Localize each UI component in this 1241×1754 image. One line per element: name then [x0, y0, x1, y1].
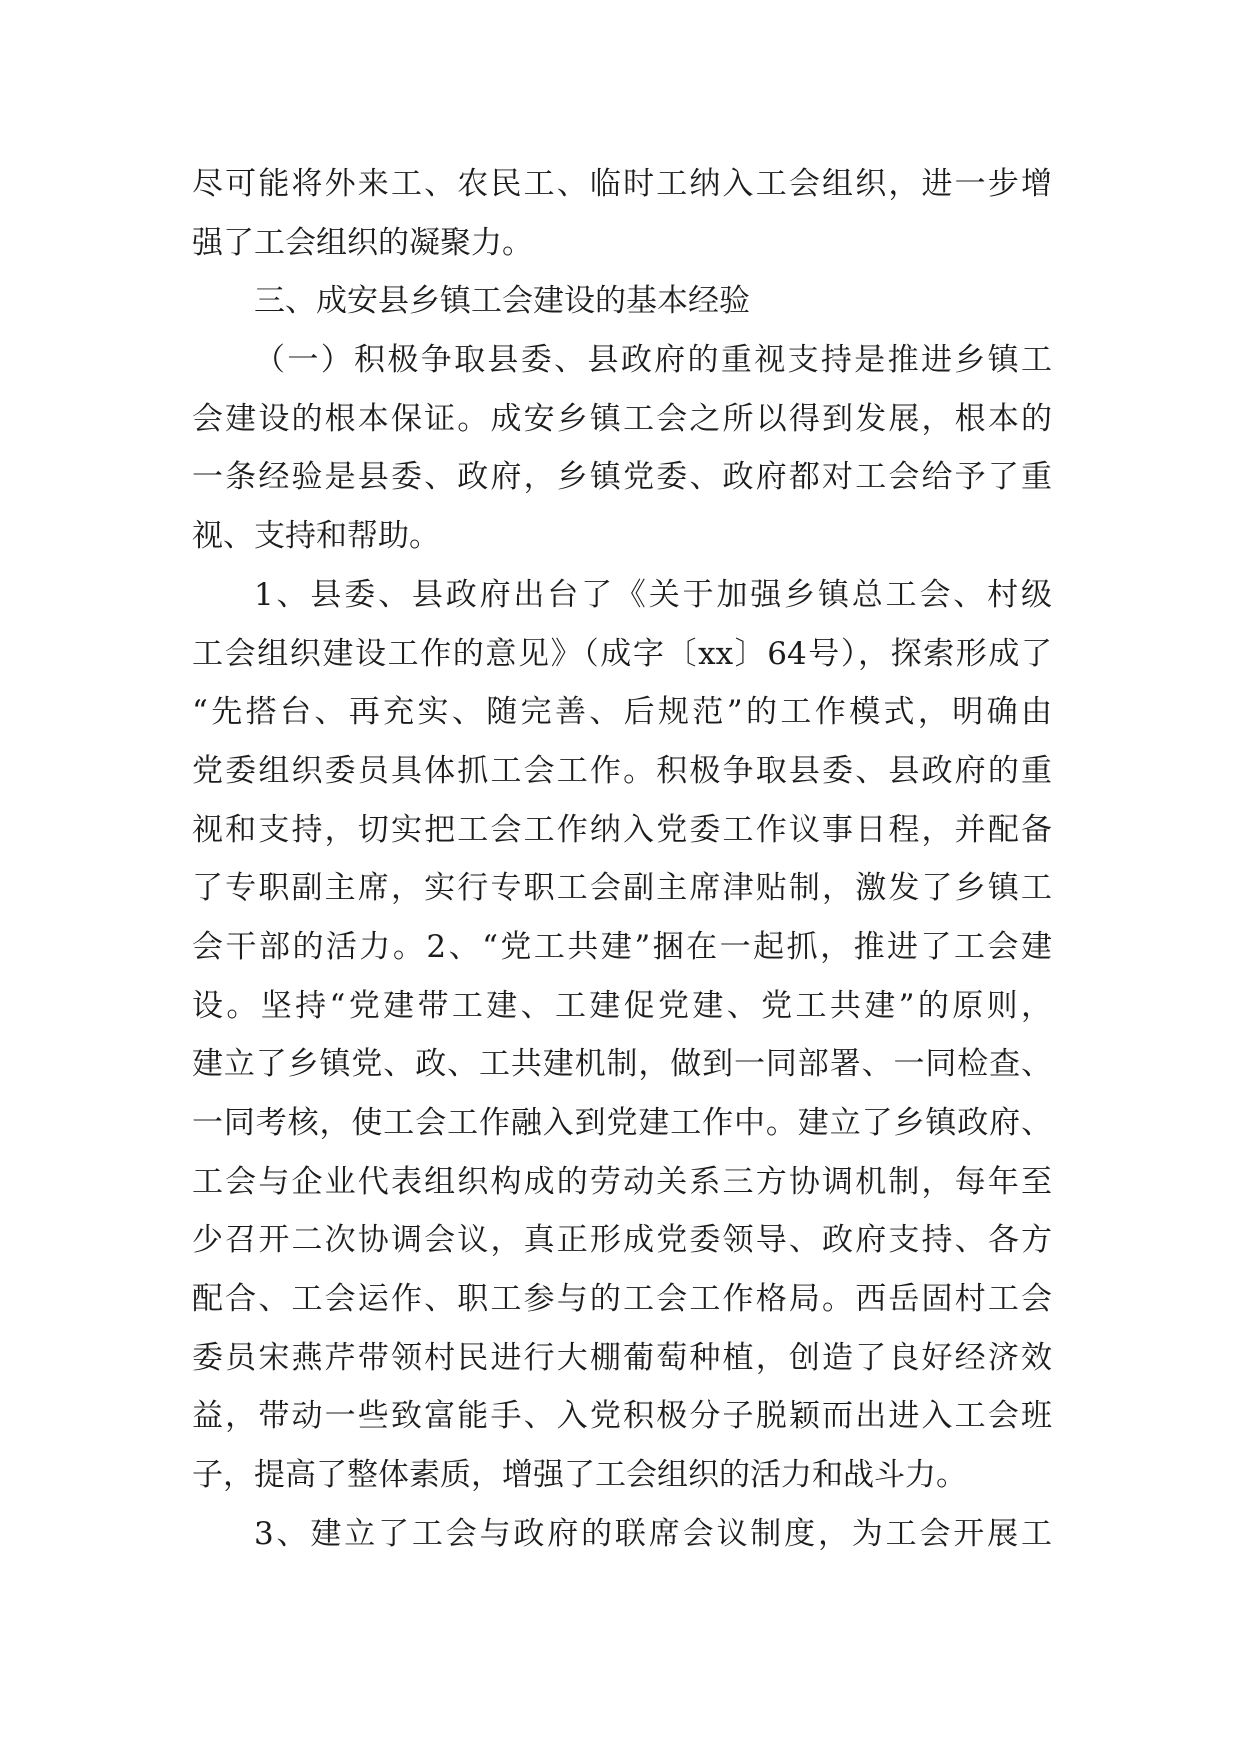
text-line: 工会组织建设工作的意见》（成字〔xx〕64号），探索形成了: [192, 635, 1052, 672]
text-line: 视、支持和帮助。: [192, 518, 440, 555]
text-line: 强了工会组织的凝聚力。: [192, 224, 533, 261]
text-line: 设。坚持“党建带工建、工建促党建、党工共建”的原则，: [192, 987, 1052, 1024]
text-line: （一）积极争取县委、县政府的重视支持是推进乡镇工: [254, 342, 1052, 379]
text-line: 会干部的活力。2、“党工共建”捆在一起抓，推进了工会建: [192, 928, 1052, 965]
text-line: 视和支持，切实把工会工作纳入党委工作议事日程，并配备: [192, 811, 1052, 848]
text-line: 子，提高了整体素质，增强了工会组织的活力和战斗力。: [192, 1457, 967, 1494]
section-heading: [192, 272, 1052, 331]
text-line: 尽可能将外来工、农民工、临时工纳入工会组织，进一步增: [192, 166, 1052, 202]
text-line: 3、建立了工会与政府的联席会议制度，为工会开展工: [254, 1515, 1052, 1552]
text-line: 会建设的根本保证。成安乡镇工会之所以得到发展，根本的: [192, 400, 1052, 437]
text-line: 委员宋燕芹带领村民进行大棚葡萄种植，创造了良好经济效: [192, 1339, 1052, 1376]
text-line: 建立了乡镇党、政、工共建机制，做到一同部署、一同检查、: [192, 1046, 1052, 1083]
paragraph: [192, 331, 1052, 566]
text-line: 益，带动一些致富能手、入党积极分子脱颖而出进入工会班: [192, 1398, 1052, 1435]
text-line: 1、县委、县政府出台了《关于加强乡镇总工会、村级: [254, 576, 1052, 613]
paragraph: [192, 155, 1052, 272]
text-line: “先搭台、再充实、随完善、后规范”的工作模式，明确由: [192, 694, 1052, 731]
text-line: 配合、工会运作、职工参与的工会工作格局。西岳固村工会: [192, 1281, 1052, 1318]
body-text: [192, 155, 1052, 1564]
text-line: 三、成安县乡镇工会建设的基本经验: [254, 283, 750, 320]
paragraph: [192, 566, 1052, 1505]
paragraph: [192, 1505, 1052, 1564]
text-line: 一同考核，使工会工作融入到党建工作中。建立了乡镇政府、: [192, 1105, 1052, 1141]
text-line: 工会与企业代表组织构成的劳动关系三方协调机制，每年至: [192, 1163, 1052, 1200]
text-line: 少召开二次协调会议，真正形成党委领导、政府支持、各方: [192, 1222, 1052, 1259]
text-line: 一条经验是县委、政府，乡镇党委、政府都对工会给予了重: [192, 459, 1052, 496]
text-line: 党委组织委员具体抓工会工作。积极争取县委、县政府的重: [192, 752, 1052, 789]
text-line: 了专职副主席，实行专职工会副主席津贴制，激发了乡镇工: [192, 870, 1052, 907]
